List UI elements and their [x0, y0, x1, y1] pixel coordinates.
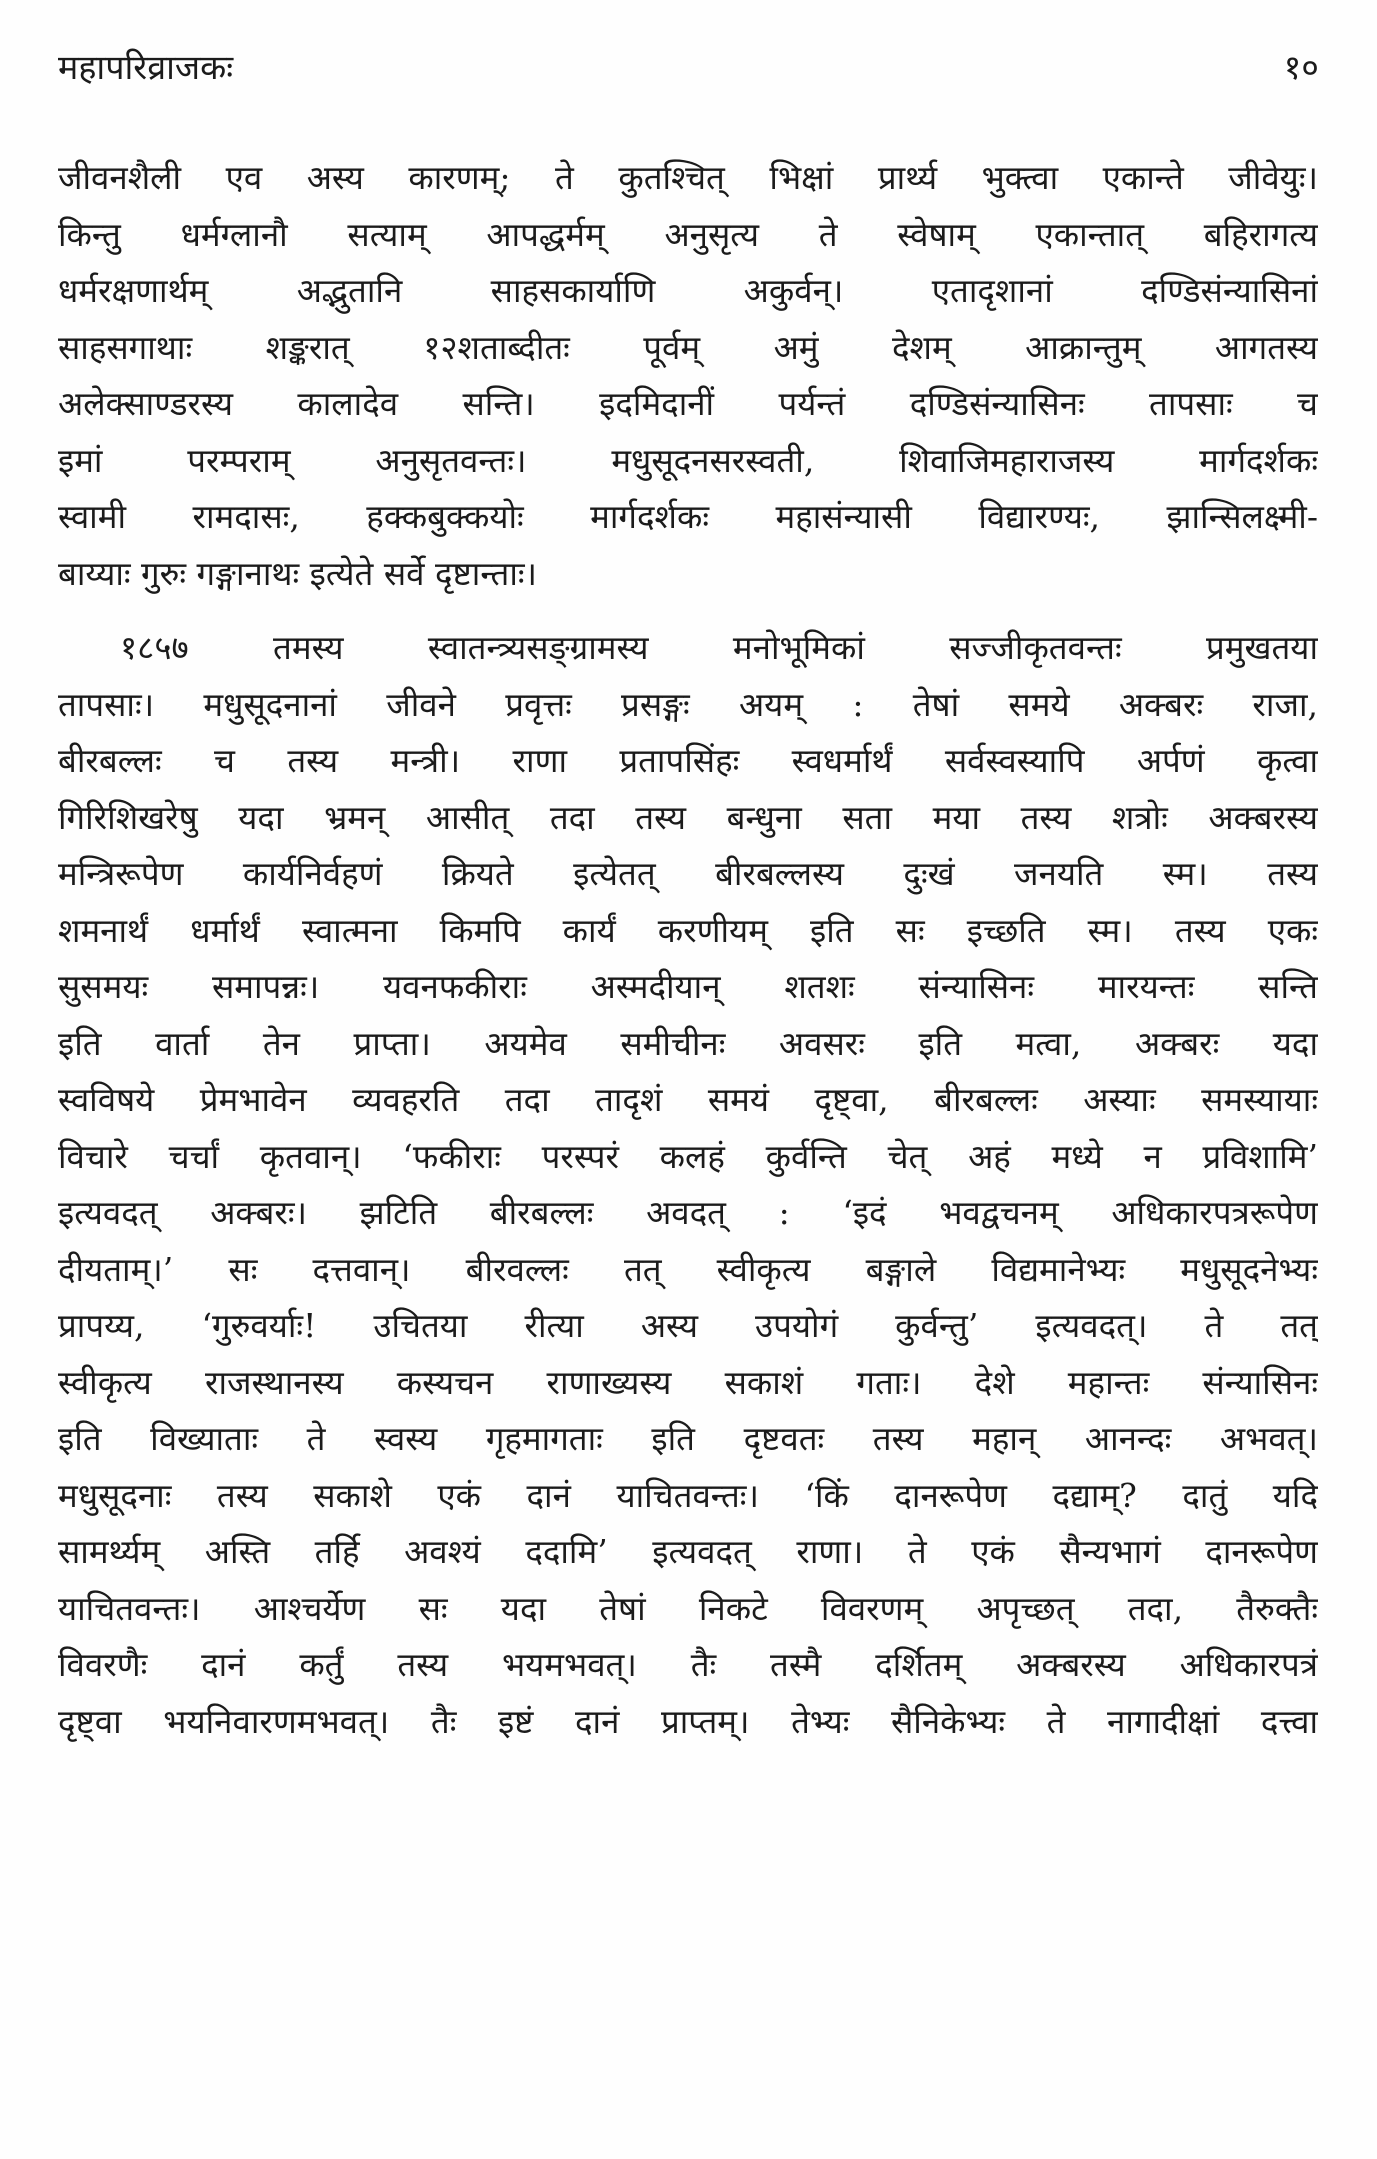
text-line: १८५७ तमस्य स्वातन्त्र्यसङ्ग्रामस्य मनोभूमिकां सज्जीकृतवन्तः प्रमुखतया — [120, 628, 1318, 667]
paragraph-gap — [58, 602, 1318, 620]
text-line: इति विख्याताः ते स्वस्य गृहमागताः इति दृष्टवतः तस्य महान् आनन्दः अभवत्। — [58, 1419, 1318, 1458]
text-line: विचारे चर्चां कृतवान्। ‘फकीराः परस्परं कलहं कुर्वन्ति चेत् अहं मध्ये न प्रविशामि’ — [58, 1136, 1318, 1176]
text-line: जीवनशैली एव अस्य कारणम्; ते कुतश्चित् भिक्षां प्रार्थ्य भुक्त्वा एकान्ते जीवेयुः। — [58, 158, 1318, 197]
text-line: किन्तु धर्मग्लानौ सत्याम् आपद्धर्मम् अनुसृत्य ते स्वेषाम् एकान्तात् बहिरागत्य — [58, 214, 1318, 254]
text-line: स्वविषये प्रेमभावेन व्यवहरति तदा तादृशं समयं दृष्ट्वा, बीरबल्लः अस्याः समस्यायाः — [58, 1080, 1318, 1119]
text-line: धर्मरक्षणार्थम् अद्भुतानि साहसकार्याणि अकुर्वन्। एतादृशानां दण्डिसंन्यासिनां — [58, 271, 1318, 310]
text-line: मधुसूदनाः तस्य सकाशे एकं दानं याचितवन्तः। ‘किं दानरूपेण दद्याम्? दातुं यदि — [58, 1475, 1318, 1515]
text-line: दीयताम्।’ सः दत्तवान्। बीरवल्लः तत् स्वीकृत्य बङ्गाले विद्यमानेभ्यः मधुसूदनेभ्यः — [58, 1249, 1318, 1289]
text-line: बीरबल्लः च तस्य मन्त्री। राणा प्रतापसिंहः स्वधर्मार्थं सर्वस्वस्यापि अर्पणं कृत्वा — [58, 741, 1318, 780]
text-line: इत्यवदत् अक्बरः। झटिति बीरबल्लः अवदत् : ‘इदं भवद्वचनम् अधिकारपत्ररूपेण — [58, 1193, 1318, 1232]
page-number: १० — [1283, 48, 1319, 88]
running-title: महापरिव्राजकः — [58, 48, 234, 88]
text-line: प्रापय्य, ‘गुरुवर्याः! उचितया रीत्या अस्य उपयोगं कुर्वन्तु’ इत्यवदत्। ते तत् — [58, 1306, 1318, 1345]
text-line: अलेक्साण्डरस्य कालादेव सन्ति। इदमिदानीं पर्यन्तं दण्डिसंन्यासिनः तापसाः च — [58, 384, 1318, 423]
text-line: बाय्याः गुरुः गङ्गानाथः इत्येते सर्वे दृष्टान्ताः। — [58, 553, 538, 593]
text-line: स्वीकृत्य राजस्थानस्य कस्यचन राणाख्यस्य सकाशं गताः। देशे महान्तः संन्यासिनः — [58, 1362, 1318, 1402]
text-line: स्वामी रामदासः, हक्कबुक्कयोः मार्गदर्शकः महासंन्यासी विद्यारण्यः, झान्सिलक्ष्मी- — [58, 497, 1318, 536]
text-line: विवरणैः दानं कर्तुं तस्य भयमभवत्। तैः तस्मै दर्शितम् अक्बरस्य अधिकारपत्रं — [58, 1645, 1318, 1684]
text-line: साहसगाथाः शङ्करात् १२शताब्दीतः पूर्वम् अमुं देशम् आक्रान्तुम् आगतस्य — [58, 327, 1318, 367]
text-line: सुसमयः समापन्नः। यवनफकीराः अस्मदीयान् शतशः संन्यासिनः मारयन्तः सन्ति — [58, 967, 1318, 1006]
text-line: तापसाः। मधुसूदनानां जीवने प्रवृत्तः प्रसङ्गः अयम् : तेषां समये अक्बरः राजा, — [58, 684, 1318, 724]
text-line: शमनार्थं धर्मार्थं स्वात्मना किमपि कार्यं करणीयम् इति सः इच्छति स्म। तस्य एकः — [58, 910, 1318, 950]
text-line: दृष्ट्वा भयनिवारणमभवत्। तैः इष्टं दानं प्राप्तम्। तेभ्यः सैनिकेभ्यः ते नागादीक्षां दत्त्वा — [58, 1701, 1318, 1741]
text-line: याचितवन्तः। आश्चर्येण सः यदा तेषां निकटे विवरणम् अपृच्छत् तदा, तैरुक्तैः — [58, 1588, 1318, 1628]
text-line: इमां परम्पराम् अनुसृतवन्तः। मधुसूदनसरस्वती, शिवाजिमहाराजस्य मार्गदर्शकः — [58, 440, 1318, 480]
text-line: मन्त्रिरूपेण कार्यनिर्वहणं क्रियते इत्येतत् बीरबल्लस्य दुःखं जनयति स्म। तस्य — [58, 854, 1318, 893]
text-line: इति वार्ता तेन प्राप्ता। अयमेव समीचीनः अवसरः इति मत्वा, अक्बरः यदा — [58, 1023, 1318, 1063]
paragraph-2 — [58, 620, 1318, 1750]
paragraph-1 — [58, 150, 1318, 602]
text-line: सामर्थ्यम् अस्ति तर्हि अवश्यं ददामि’ इत्यवदत् राणा। ते एकं सैन्यभागं दानरूपेण — [58, 1532, 1318, 1571]
running-header — [58, 38, 1319, 98]
text-line: गिरिशिखरेषु यदा भ्रमन् आसीत् तदा तस्य बन्धुना सता मया तस्य शत्रोः अक्बरस्य — [58, 797, 1318, 837]
body-text — [58, 150, 1318, 1750]
